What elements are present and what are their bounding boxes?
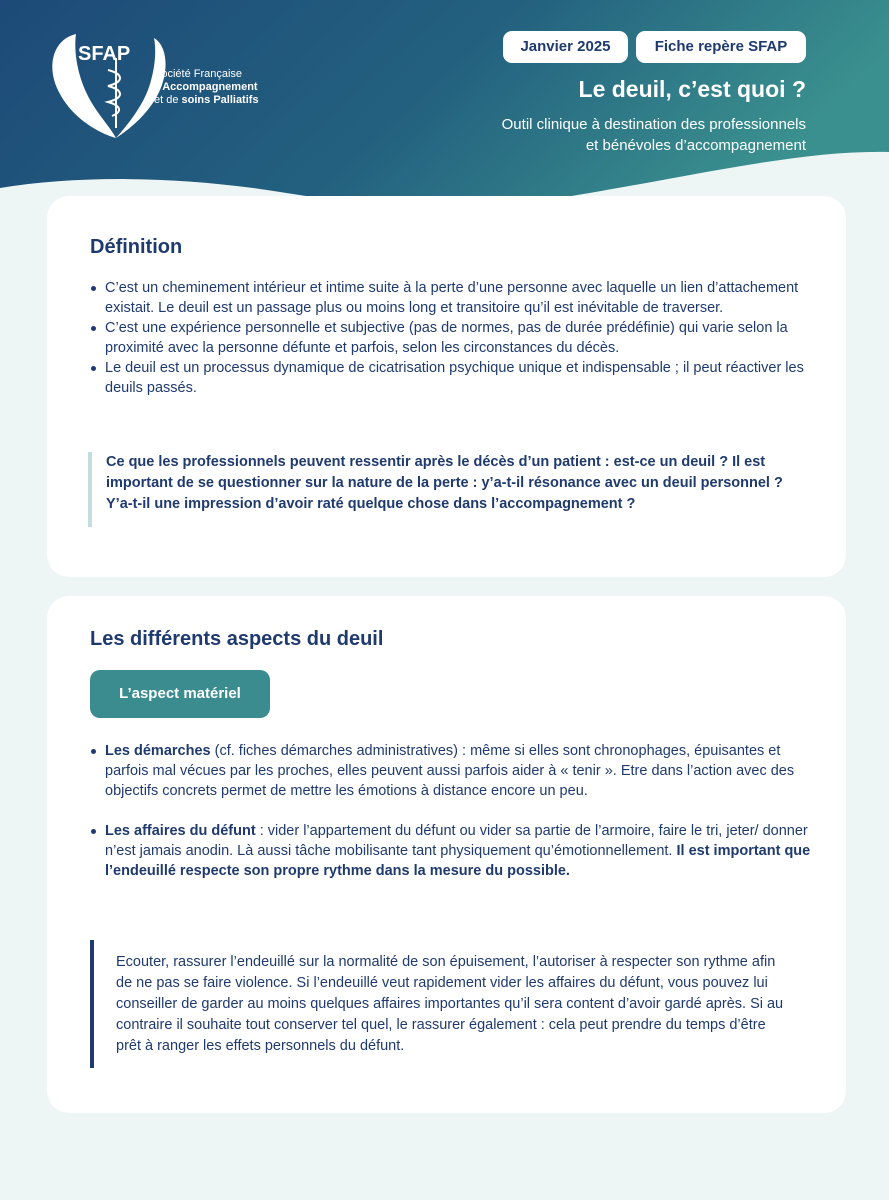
aspects-list [90, 741, 820, 881]
page-title: Le deuil, c’est quoi ? [578, 76, 806, 102]
item-bold-label: Les démarches [105, 743, 211, 759]
date-badge: Janvier 2025 [503, 31, 628, 63]
logo-line-1: Société Française [154, 68, 243, 80]
item-text: (cf. fiches démarches administratives) : même si elles sont chronophages, épuisantes et parfois mal vécues par les proches, elles peuvent aussi parfois aider à « tenir ». Etre dans l’action avec des objectifs concrets permet de mettre les émotions à distance encore un peu. [105, 743, 795, 799]
item-bold-label: Les affaires du défunt [105, 823, 256, 839]
document-type-badge: Fiche repère SFAP [636, 31, 806, 63]
list-item: Le deuil est un processus dynamique de cicatrisation psychique unique et indispensable ; il peut réactiver les deuils passés. [90, 358, 820, 398]
item-text: : vider l’appartement du défunt ou vider sa partie de l’armoire, faire le tri, jeter/ donner n’est jamais anodin. Là aussi tâche mobilisante tant physiquement qu’émotionnellement. [105, 823, 808, 859]
logo-line-2-bold: Accompagnement [162, 81, 258, 93]
aspect-materiel-button[interactable]: L’aspect matériel [90, 670, 270, 718]
logo-line-3-bold: soins Palliatifs [181, 94, 259, 106]
advice-callout: Ecouter, rassurer l’endeuillé sur la normalité de son épuisement, l’autoriser à respecter son rythme afin de ne pas se faire violence. Si l’endeuillé veut rapidement vider les affaires du défunt, vous pouvez lui conseiller de garder au moins quelques affaires importantes qu’il sera content d’avoir gardé après. Si au contraire il souhaite tout conserver tel quel, le rassurer également : cela peut prendre du temps d’être prêt à ranger les effets personnels du défunt. [90, 940, 790, 1068]
logo-line-3 [154, 94, 259, 107]
list-item [90, 741, 820, 801]
definition-list [90, 278, 820, 398]
aspects-heading: Les différents aspects du deuil [90, 628, 384, 650]
subtitle-line-2: et bénévoles d’accompagnement [585, 137, 806, 154]
logo-line-2 [154, 81, 259, 94]
aspects-card [47, 596, 846, 1113]
professionals-callout: Ce que les professionnels peuvent ressentir après le décès d’un patient : est-ce un deuil ? Il est important de se questionner sur la nature de la perte : y’a-t-il résonance avec un deuil personnel ? Y’a-t-il une impression d’avoir raté quelque chose dans l’accompagnement ? [88, 452, 788, 527]
subtitle-line-1: Outil clinique à destination des professionnels [501, 116, 806, 133]
definition-card [47, 196, 846, 577]
page-subtitle [446, 114, 806, 156]
logo-line-3-prefix: et de [154, 94, 182, 106]
definition-heading: Définition [90, 236, 183, 258]
list-item: C’est une expérience personnelle et subjective (pas de normes, pas de durée prédéfinie) qui varie selon la proximité avec la personne défunte et parfois, selon les circonstances du décès. [90, 318, 820, 358]
list-item [90, 821, 820, 881]
item-bold-conclusion: Il est important que l’endeuillé respecte son propre rythme dans la mesure du possible. [105, 843, 811, 879]
list-item: C’est un cheminement intérieur et intime suite à la perte d’une personne avec laquelle un lien d’attachement existait. Le deuil est un passage plus ou moins long et transitoire qu’il est inévitable de traverser. [90, 278, 820, 318]
logo-acronym: SFAP [78, 43, 131, 65]
page-header [0, 0, 889, 215]
logo-line-2-prefix: d' [154, 81, 163, 93]
logo-organization-name [154, 68, 259, 107]
